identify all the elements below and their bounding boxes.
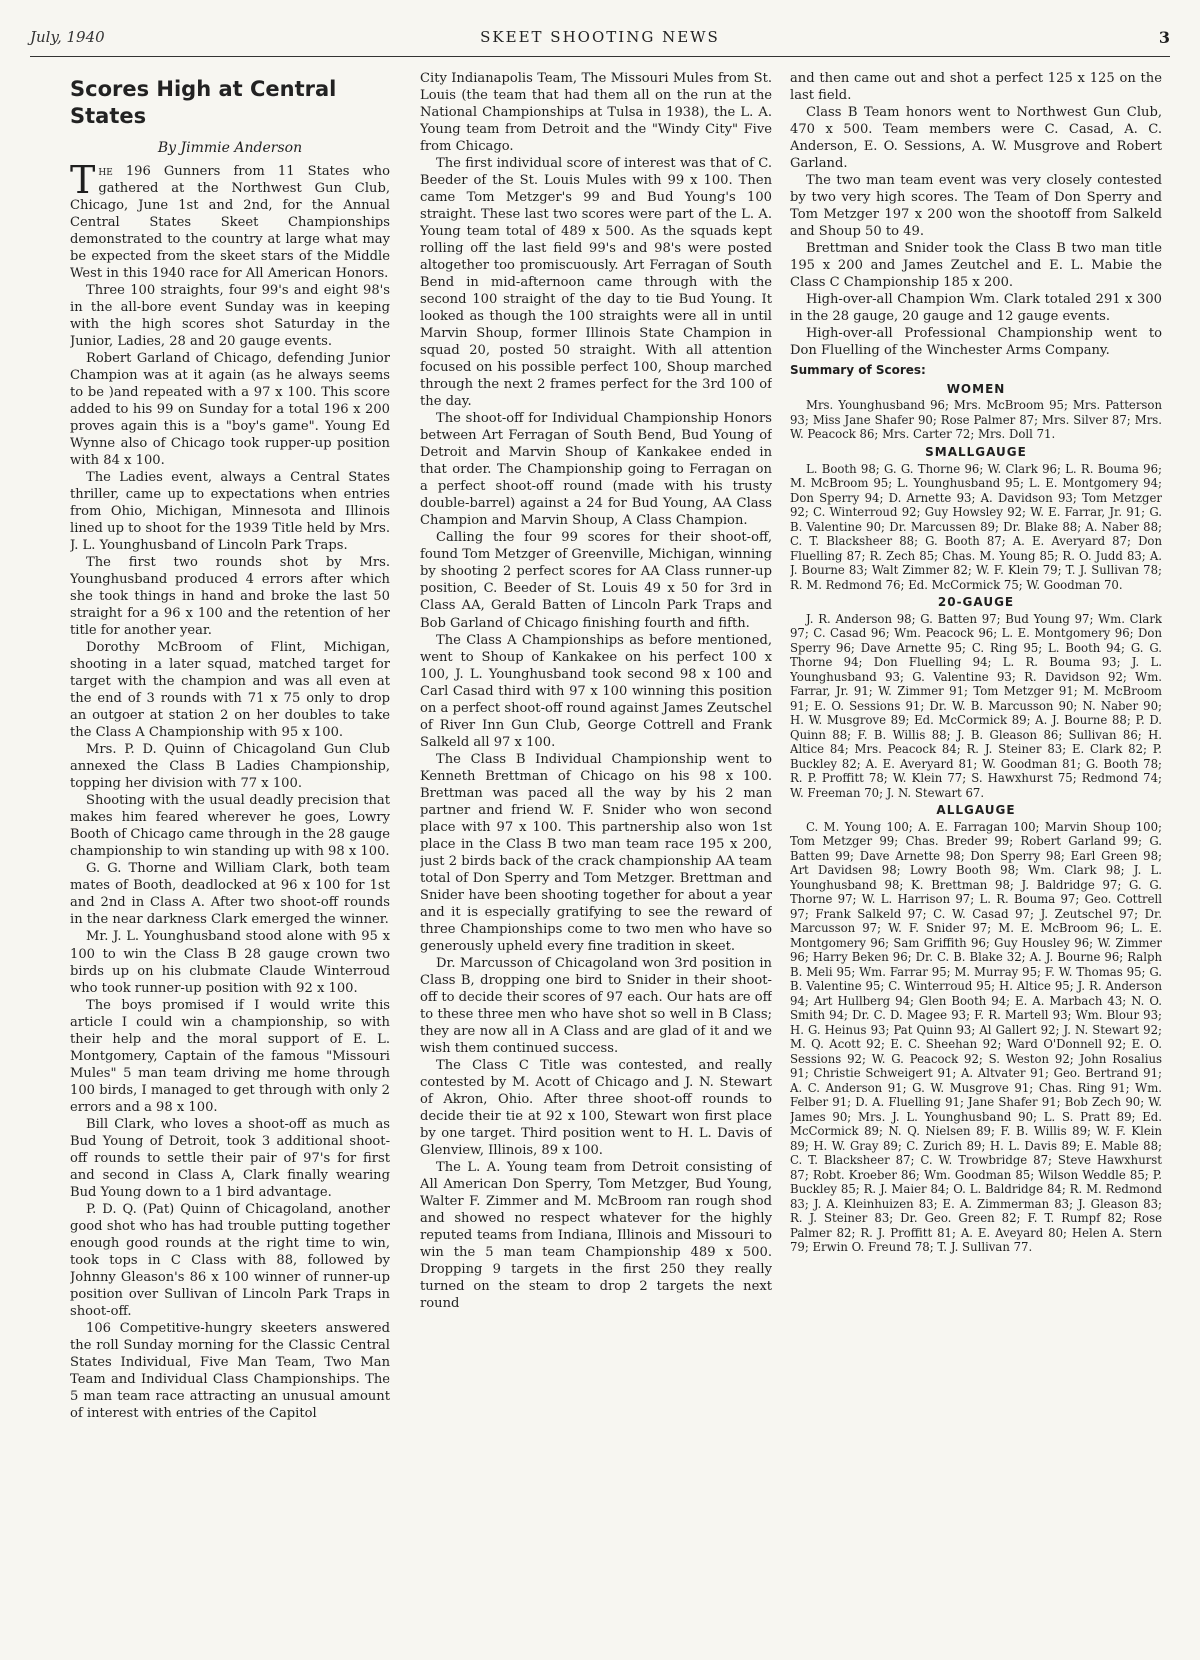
score-category-heading: SMALLGAUGE	[925, 444, 1027, 459]
article-paragraph: P. D. Q. (Pat) Quinn of Chicagoland, another good shot who has had trouble putting together enough good rounds at the right time to win, took tops in C Class with 88, followed by Johnny Gleason's 86 x 100 winner of runner-up position over Sullivan of Lincoln Park Traps in shoot-off.	[70, 1201, 390, 1319]
drop-cap: T	[70, 157, 96, 202]
score-category-heading: ALLGAUGE	[936, 803, 1016, 818]
score-list: J. R. Anderson 98; G. Batten 97; Bud Young 97; Wm. Clark 97; C. Casad 96; Wm. Peacock 96; L. E. Montgomery 96; Don Sperry 96; Dave Arnette 95; C. Ring 95; L. Booth 94; G. G. Thorne 94; Don Fluelling 94; L. R. Bouma 93; J. L. Younghusband 93; G. Valentine 93; R. Davidson 92; Wm. Farrar, Jr. 91; W. Zimmer 91; Tom Metzger 91; M. McBroom 91; E. O. Sessions 91; Dr. W. B. Marcusson 90; N. Naber 90; H. W. Musgrove 89; Ed. McCormick 89; A. J. Bourne 88; P. D. Quinn 88; F. B. Willis 88; J. B. Gleason 86; Sullivan 86; H. Altice 84; Mrs. Peacock 84; R. J. Steiner 83; E. Clark 82; P. Buckley 82; A. E. Averyard 81; W. Goodman 81; G. Booth 78; R. P. Proffitt 78; W. Klein 77; S. Hawxhurst 75; Redmond 74; W. Freeman 70; J. N. Stewart 67.	[790, 611, 1162, 800]
lead-word: he	[98, 163, 113, 179]
score-list: C. M. Young 100; A. E. Farragan 100; Marvin Shoup 100; Tom Metzger 99; Chas. Breder 99; Robert Garland 99; G. Batten 99; Dave Arnette 98; Don Sperry 98; Earl Green 98; Art Davidsen 98; Lowry Booth 98; Wm. Clark 98; J. L. Younghusband 98; K. Brettman 98; J. Baldridge 97; G. G. Thorne 97; W. L. Harrison 97; L. R. Bouma 97; Geo. Cottrell 97; Frank Salkeld 97; C. W. Casad 97; J. Zeutschel 97; Dr. Marcusson 97; W. F. Snider 97; M. E. McBroom 96; L. E. Montgomery 96; Sam Griffith 96; Guy Housley 96; W. Zimmer 96; Harry Beken 96; Dr. C. B. Blake 32; A. J. Bourne 96; Ralph B. Meli 95; Wm. Farrar 95; M. Murray 95; F. W. Thomas 95; G. B. Valentine 95; C. Winterroud 95; H. Altice 95; J. R. Anderson 94; Art Hullberg 94; Glen Booth 94; E. A. Marbach 43; N. O. Smith 94; Dr. C. D. Magee 93; F. R. Martell 93; Wm. Blour 93; H. G. Heinus 93; Pat Quinn 93; Al Gallert 92; J. N. Stewart 92; M. Q. Acott 92; E. C. Sheehan 92; Ward O'Donnell 92; E. O. Sessions 92; W. G. Peacock 92; S. Weston 92; John Rosalius 91; Christie Schweigert 91; A. Altvater 91; Geo. Bertrand 91; A. C. Anderson 91; G. W. Musgrove 91; Chas. Ring 91; Wm. Felber 91; D. A. Fluelling 91; Jane Shafer 91; Bob Zech 90; W. James 90; Mrs. J. L. Younghusband 90; L. S. Pratt 89; Ed. McCormick 89; N. Q. Nielsen 89; F. B. Willis 89; W. F. Klein 89; H. W. Gray 89; C. Zurich 89; H. L. Davis 89; E. Mable 88; C. T. Blacksheer 87; C. W. Trowbridge 87; Steve Hawxhurst 87; Robt. Kroeber 86; Wm. Goodman 85; Wilson Weddle 85; P. Buckley 85; R. J. Maier 84; O. L. Baldridge 84; R. M. Redmond 83; J. A. Kleinhuizen 83; E. A. Zimmerman 83; J. Gleason 83; R. J. Steiner 83; Dr. Geo. Green 82; F. T. Rumpf 82; Rose Palmer 82; R. J. Proffitt 81; A. E. Aveyard 80; Helen A. Stern 79; Erwin O. Freund 78; T. J. Sullivan 77.	[790, 819, 1162, 1255]
article-paragraph: Shooting with the usual deadly precision that makes him feared wherever he goes, Lowry Booth of Chicago came through in the 28 gauge championship to win standing up with 98 x 100.	[70, 793, 390, 860]
article-paragraph: Mrs. P. D. Quinn of Chicagoland Gun Club annexed the Class B Ladies Championship, topping her division with 77 x 100.	[70, 742, 390, 792]
score-list: Mrs. Younghusband 96; Mrs. McBroom 95; Mrs. Patterson 93; Miss Jane Shafer 90; Rose Palmer 87; Mrs. Silver 87; Mrs. W. Peacock 86; Mrs. Carter 72; Mrs. Doll 71.	[790, 398, 1162, 442]
article-paragraph: Brettman and Snider took the Class B two man title 195 x 200 and James Zeutchel and E. L. Mabie the Class C Championship 185 x 200.	[790, 241, 1162, 291]
article-paragraph: The two man team event was very closely contested by two very high scores. The Team of Don Sperry and Tom Metzger 197 x 200 won the shootoff from Salkeld and Shoup 50 to 49.	[790, 173, 1162, 240]
column-1	[70, 76, 390, 1648]
article-paragraph: The Class C Title was contested, and really contested by M. Acott of Chicago and J. N. Stewart of Akron, Ohio. After three shoot-off rounds to decide their tie at 92 x 100, Stewart won first place by one target. Third position went to H. L. Davis of Glenview, Illinois, 89 x 100.	[420, 1057, 772, 1158]
page-header	[30, 24, 1170, 57]
summary-title: Summary of Scores:	[790, 363, 926, 378]
lead-paragraph	[70, 157, 390, 282]
article-headline: Scores High at Central States	[70, 77, 337, 129]
article-paragraph: The shoot-off for Individual Championship Honors between Art Ferragan of South Bend, Bud Young of Detroit and Marvin Shoup of Kankakee ended in that order. The Championship going to Ferragan on a perfect shoot-off round (made with his trusty double-barrel) against a 24 for Bud Young, AA Class Champion and Marvin Shoup, A Class Champion.	[420, 411, 772, 529]
column-3-body	[790, 70, 1162, 359]
article-paragraph: Dr. Marcusson of Chicagoland won 3rd position in Class B, dropping one bird to Snider in their shoot-off to decide their scores of 97 each. Our hats are off to these three men who have shot so well in B Class; they are now all in A Class and are glad of it and we wish them continued success.	[420, 955, 772, 1056]
column-3	[790, 70, 1162, 1648]
article-paragraph: Calling the four 99 scores for their shoot-off, found Tom Metzger of Greenville, Michigan, winning by shooting 2 perfect scores for AA Class runner-up position, C. Beeder of St. Louis 49 x 50 for 3rd in Class AA, Gerald Batten of Lincoln Park Traps and Bob Garland of Chicago finishing fourth and fifth.	[420, 530, 772, 631]
article-paragraph: The Ladies event, always a Central States thriller, came up to expectations when entries from Ohio, Michigan, Minnesota and Illinois lined up to shoot for the 1939 Title held by Mrs. J. L. Younghusband of Lincoln Park Traps.	[70, 470, 390, 554]
summary-of-scores	[790, 382, 1162, 1255]
article-paragraph: City Indianapolis Team, The Missouri Mules from St. Louis (the team that had them all on the run at the National Championships at Tulsa in 1938), the L. A. Young team from Detroit and the "Windy City" Five from Chicago.	[420, 71, 772, 155]
article-paragraph: Dorothy McBroom of Flint, Michigan, shooting in a later squad, matched target for target with the champion and was all even at the end of 3 rounds with 71 x 75 only to drop an outgoer at station 2 on her doubles to take the Class A Championship with 95 x 100.	[70, 640, 390, 741]
article-paragraph: G. G. Thorne and William Clark, both team mates of Booth, deadlocked at 96 x 100 for 1st and 2nd in Class A. After two shoot-off rounds in the near darkness Clark emerged the winner.	[70, 861, 390, 928]
article-paragraph: Mr. J. L. Younghusband stood alone with 95 x 100 to win the Class B 28 gauge crown two birds up on his clubmate Claude Winterroud who took runner-up position with 92 x 100.	[70, 929, 390, 996]
article-paragraph: 106 Competitive-hungry skeeters answered the roll Sunday morning for the Classic Central States Individual, Five Man Team, Two Man Team and Individual Class Championships. The 5 man team race attracting an unusual amount of interest with entries of the Capitol	[70, 1320, 390, 1421]
article-paragraph: The Class A Championships as before mentioned, went to Shoup of Kankakee on his perfect 100 x 100, J. L. Younghusband took second 98 x 100 and Carl Casad third with 97 x 100 winning this position on a perfect shoot-off round against James Zeutschel of River Inn Gun Club, George Cottrell and Frank Salkeld all 97 x 100.	[420, 632, 772, 750]
article-paragraph: and then came out and shot a perfect 125 x 125 on the last field.	[790, 71, 1162, 104]
article-paragraph: The L. A. Young team from Detroit consisting of All American Don Sperry, Tom Metzger, Bud Young, Walter F. Zimmer and M. McBroom ran rough shod and showed no respect whatever for the highly reputed teams from Indiana, Illinois and Missouri to win the 5 man team Championship 489 x 500. Dropping 9 targets in the first 250 they really turned on the steam to drop 2 targets the next round	[420, 1160, 772, 1312]
article-paragraph: Robert Garland of Chicago, defending Junior Champion was at it again (as he always seems to be )and repeated with a 97 x 100. This score added to his 99 on Sunday for a total 196 x 200 proves again this is a "boy's game". Young Ed Wynne also of Chicago took rupper-up position with 84 x 100.	[70, 350, 390, 469]
article-paragraph: The Class B Individual Championship went to Kenneth Brettman of Chicago on his 98 x 100. Brettman was paced all the way by his 2 man partner and friend W. F. Snider who won second place with 97 x 100. This partnership also won 1st place in the Class B two man team race 195 x 200, just 2 birds back of the crack championship AA team total of Don Sperry and Tom Metzger. Brettman and Snider have been shooting together for about a year and it is especially gratifying to see the reward of three Championships come to two men who have so generously upheld every fine tradition in skeet.	[420, 751, 772, 954]
article-paragraph: Three 100 straights, four 99's and eight 98's in the all-bore event Sunday was in keeping with the high scores shot Saturday in the Junior, Ladies, 28 and 20 gauge events.	[70, 282, 390, 349]
score-category-heading: WOMEN	[946, 381, 1006, 396]
column-2	[420, 70, 772, 1648]
article-paragraph: The first individual score of interest was that of C. Beeder of the St. Louis Mules with 99 x 100. Then came Tom Metzger's 99 and Bud Young's 100 straight. These last two scores were part of the L. A. Young team total of 489 x 500. As the squads kept rolling off the last field 99's and 98's were posted altogether too promiscuously. Art Ferragan of South Bend in mid-afternoon came through with the second 100 straight of the day to tie Bud Young. It looked as though the 100 straights were all in until Marvin Shoup, former Illinois State Champion in squad 20, posted 50 straight. With all attention focused on his possible perfect 100, Shoup marched through the next 2 frames perfect for the 3rd 100 of the day.	[420, 156, 772, 410]
column-2-body	[420, 70, 772, 1312]
score-category-heading: 20-GAUGE	[937, 595, 1015, 610]
article-paragraph: High-over-all Champion Wm. Clark totaled 291 x 300 in the 28 gauge, 20 gauge and 12 gauge events.	[790, 292, 1162, 325]
article-paragraph: The boys promised if I would write this article I could win a championship, so with their help and the moral support of E. L. Montgomery, Captain of the famous "Missouri Mules" 5 man team driving me home through 100 birds, I managed to get through with only 2 errors and a 98 x 100.	[70, 997, 390, 1115]
article-paragraph: Bill Clark, who loves a shoot-off as much as Bud Young of Detroit, took 3 additional shoot-off rounds to settle their pair of 97's for first and second in Class A, Clark finally wearing Bud Young down to a 1 bird advantage.	[70, 1116, 390, 1200]
article-paragraph: The first two rounds shot by Mrs. Younghusband produced 4 errors after which she took things in hand and broke the last 50 straight for a 96 x 100 and the retention of her title for another year.	[70, 555, 390, 639]
column-1-body	[70, 282, 390, 1422]
article-paragraph: High-over-all Professional Championship went to Don Fluelling of the Winchester Arms Company.	[790, 326, 1162, 359]
article-byline: By Jimmie Anderson	[157, 139, 303, 156]
article-paragraph: Class B Team honors went to Northwest Gun Club, 470 x 500. Team members were C. Casad, A. C. Anderson, E. O. Sessions, A. W. Musgrove and Robert Garland.	[790, 105, 1162, 172]
lead-paragraph-text: 196 Gunners from 11 States who gathered at the Northwest Gun Club, Chicago, June 1st and 2nd, for the Annual Central States Skeet Championships demonstrated to the country at large what may be expected from the skeet stars of the Middle West in this 1940 race for All American Honors.	[70, 163, 390, 281]
issue-date: July, 1940	[30, 28, 105, 46]
page-number: 3	[1158, 28, 1170, 47]
publication-title: SKEET SHOOTING NEWS	[480, 28, 720, 46]
score-list: L. Booth 98; G. G. Thorne 96; W. Clark 96; L. R. Bouma 96; M. McBroom 95; L. Younghusband 95; L. E. Montgomery 94; Don Sperry 94; D. Arnette 93; A. Davidson 93; Tom Metzger 92; C. Winterroud 92; Guy Howsley 92; W. E. Farrar, Jr. 91; G. B. Valentine 90; Dr. Marcussen 89; Dr. Blake 88; A. Naber 88; C. T. Blacksheer 88; G. Booth 87; A. E. Averyard 87; Don Fluelling 87; R. Zech 85; Chas. M. Young 85; R. O. Judd 83; A. J. Bourne 83; Walt Zimmer 82; W. F. Klein 79; T. J. Sullivan 78; R. M. Redmond 76; Ed. McCormick 75; W. Goodman 70.	[790, 461, 1162, 592]
